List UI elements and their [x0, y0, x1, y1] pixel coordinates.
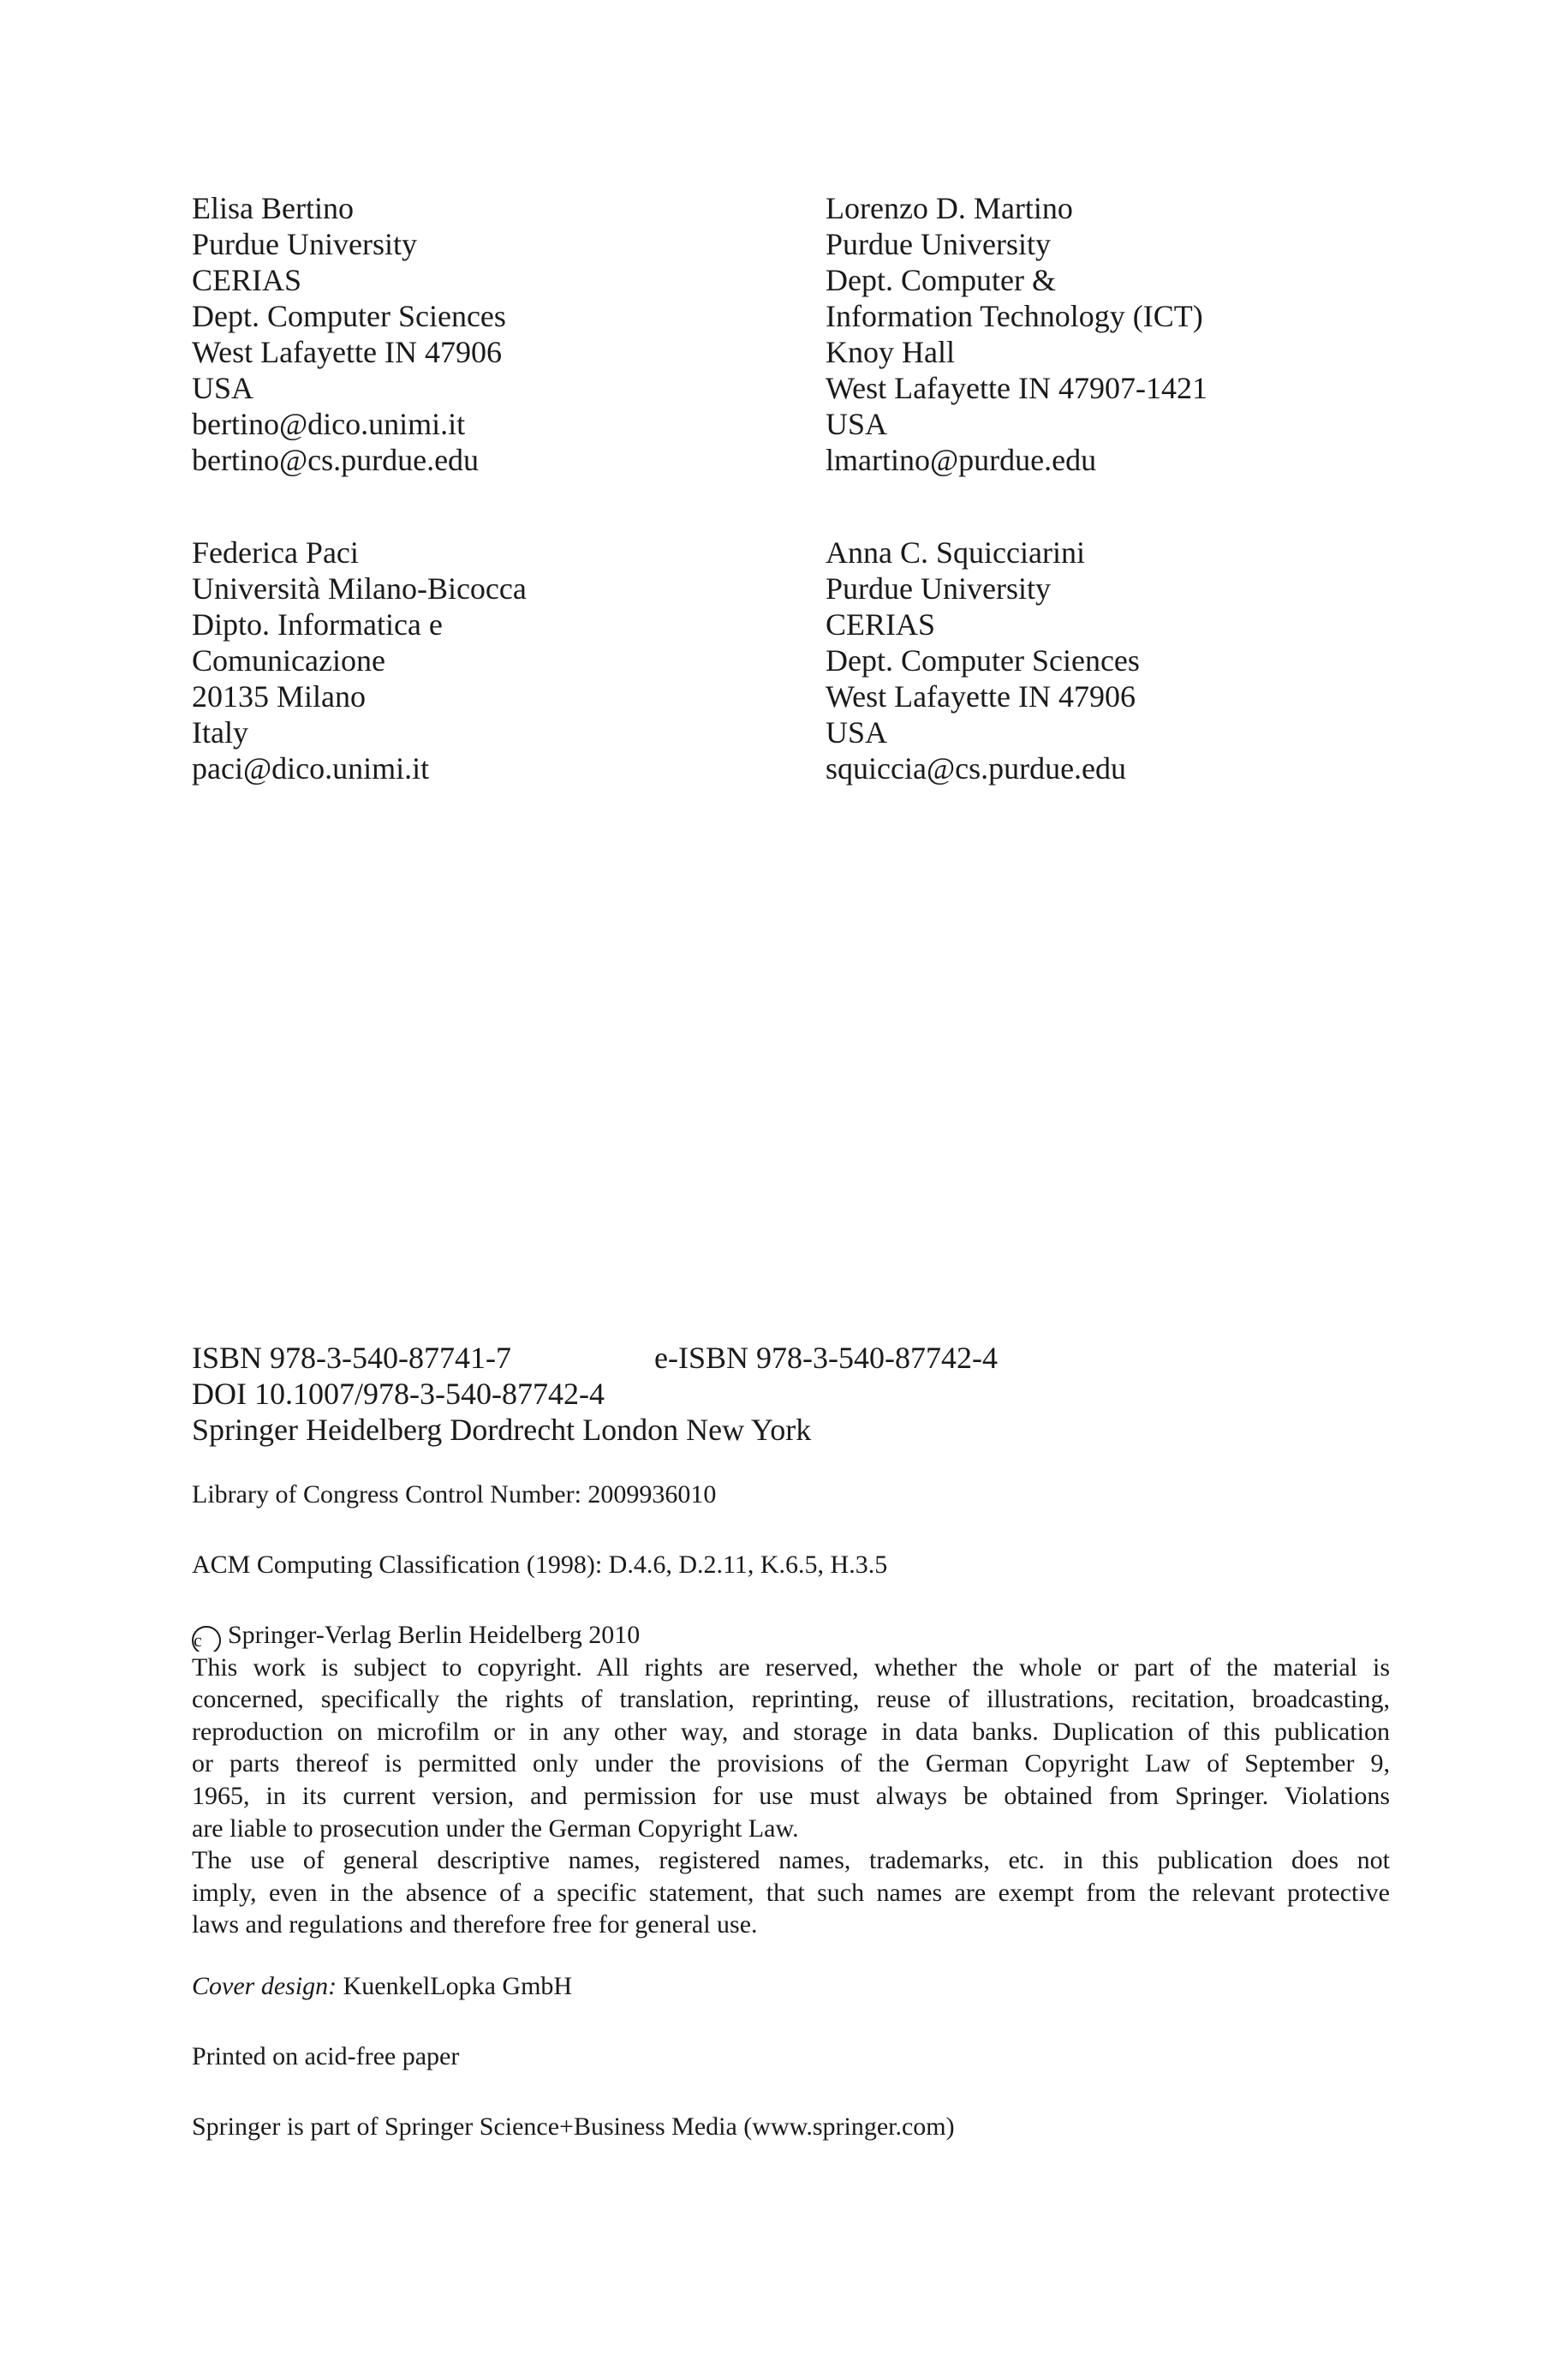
copyright-text-line: concerned, specifically the rights of translation, reprinting, reuse of illustrations, recitation, broadcasting,: [192, 1685, 1390, 1714]
author-name: Lorenzo D. Martino: [826, 191, 1073, 225]
author-affiliation: CERIAS: [826, 607, 936, 642]
author-name: Federica Paci: [192, 535, 359, 570]
author-department: Comunicazione: [192, 643, 385, 678]
author-affiliation: CERIAS: [192, 263, 302, 297]
author-affiliation: Purdue University: [826, 571, 1051, 606]
author-country: Italy: [192, 715, 248, 750]
author-country: USA: [826, 715, 888, 750]
author-department: Information Technology (ICT): [826, 299, 1203, 333]
author-email: paci@dico.unimi.it: [192, 751, 430, 786]
library-of-congress-number: Library of Congress Control Number: 2009936010: [192, 1480, 717, 1509]
publisher-locations: Springer Heidelberg Dordrecht London New York: [192, 1413, 812, 1447]
author-email: lmartino@purdue.edu: [826, 443, 1097, 477]
author-affiliation: Purdue University: [826, 227, 1051, 261]
author-name: Elisa Bertino: [192, 191, 354, 225]
springer-note: Springer is part of Springer Science+Business Media (www.springer.com): [192, 2112, 955, 2141]
author-address-bertino: [192, 190, 506, 478]
author-address-martino: [826, 190, 1207, 478]
cover-design-value: KuenkelLopka GmbH: [343, 1972, 573, 2000]
copyright-notice: [192, 1619, 1390, 1941]
author-address-squicciarini: [826, 535, 1140, 786]
author-city: West Lafayette IN 47907-1421: [826, 371, 1207, 405]
author-affiliation: Università Milano-Bicocca: [192, 571, 527, 606]
copyright-text-line: are liable to prosecution under the German Copyright Law.: [192, 1813, 799, 1843]
author-building: Knoy Hall: [826, 335, 955, 369]
author-country: USA: [192, 371, 254, 405]
copyright-text-line: The use of general descriptive names, registered names, trademarks, etc. in this publication does not: [192, 1846, 1390, 1875]
author-address-paci: [192, 535, 527, 786]
author-department: Dept. Computer Sciences: [826, 643, 1140, 678]
copyright-icon: c: [192, 1626, 221, 1652]
copyright-text-line: laws and regulations and therefore free for general use.: [192, 1910, 758, 1939]
cover-design-credit: [192, 1970, 572, 2003]
copyright-text-line: or parts thereof is permitted only under the provisions of the German Copyright Law of September 9,: [192, 1749, 1390, 1778]
doi: DOI 10.1007/978-3-540-87742-4: [192, 1377, 605, 1411]
author-email: squiccia@cs.purdue.edu: [826, 751, 1127, 786]
copyright-text-line: This work is subject to copyright. All rights are reserved, whether the whole or part of the material is: [192, 1652, 1390, 1682]
e-isbn: e-ISBN 978-3-540-87742-4: [654, 1341, 998, 1375]
author-name: Anna C. Squicciarini: [826, 535, 1085, 570]
copyright-holder: Springer-Verlag Berlin Heidelberg 2010: [228, 1621, 641, 1649]
author-department: Dept. Computer Sciences: [192, 299, 506, 333]
copyright-text-line: 1965, in its current version, and permission for use must always be obtained from Springer. Violations: [192, 1781, 1390, 1810]
isbn-block: [192, 1340, 1391, 1448]
acm-classification: ACM Computing Classification (1998): D.4.6, D.2.11, K.6.5, H.3.5: [192, 1550, 888, 1579]
cover-design-label: Cover design:: [192, 1972, 337, 2000]
author-city: 20135 Milano: [192, 679, 366, 714]
author-department: Dipto. Informatica e: [192, 607, 443, 642]
author-city: West Lafayette IN 47906: [826, 679, 1136, 714]
isbn: ISBN 978-3-540-87741-7: [192, 1341, 511, 1375]
author-department: Dept. Computer &: [826, 263, 1056, 297]
copyright-text-line: imply, even in the absence of a specific statement, that such names are exempt from the relevant protective: [192, 1878, 1390, 1907]
author-email: bertino@cs.purdue.edu: [192, 443, 480, 477]
printed-note: Printed on acid-free paper: [192, 2042, 460, 2070]
copyright-text-line: reproduction on microfilm or in any other way, and storage in data banks. Duplication of this publication: [192, 1717, 1390, 1746]
author-email: bertino@dico.unimi.it: [192, 407, 466, 441]
isbn-row: [192, 1340, 1391, 1376]
author-affiliation: Purdue University: [192, 227, 417, 261]
author-country: USA: [826, 407, 888, 441]
copyright-holder-line: [192, 1619, 1390, 1652]
author-city: West Lafayette IN 47906: [192, 335, 502, 369]
